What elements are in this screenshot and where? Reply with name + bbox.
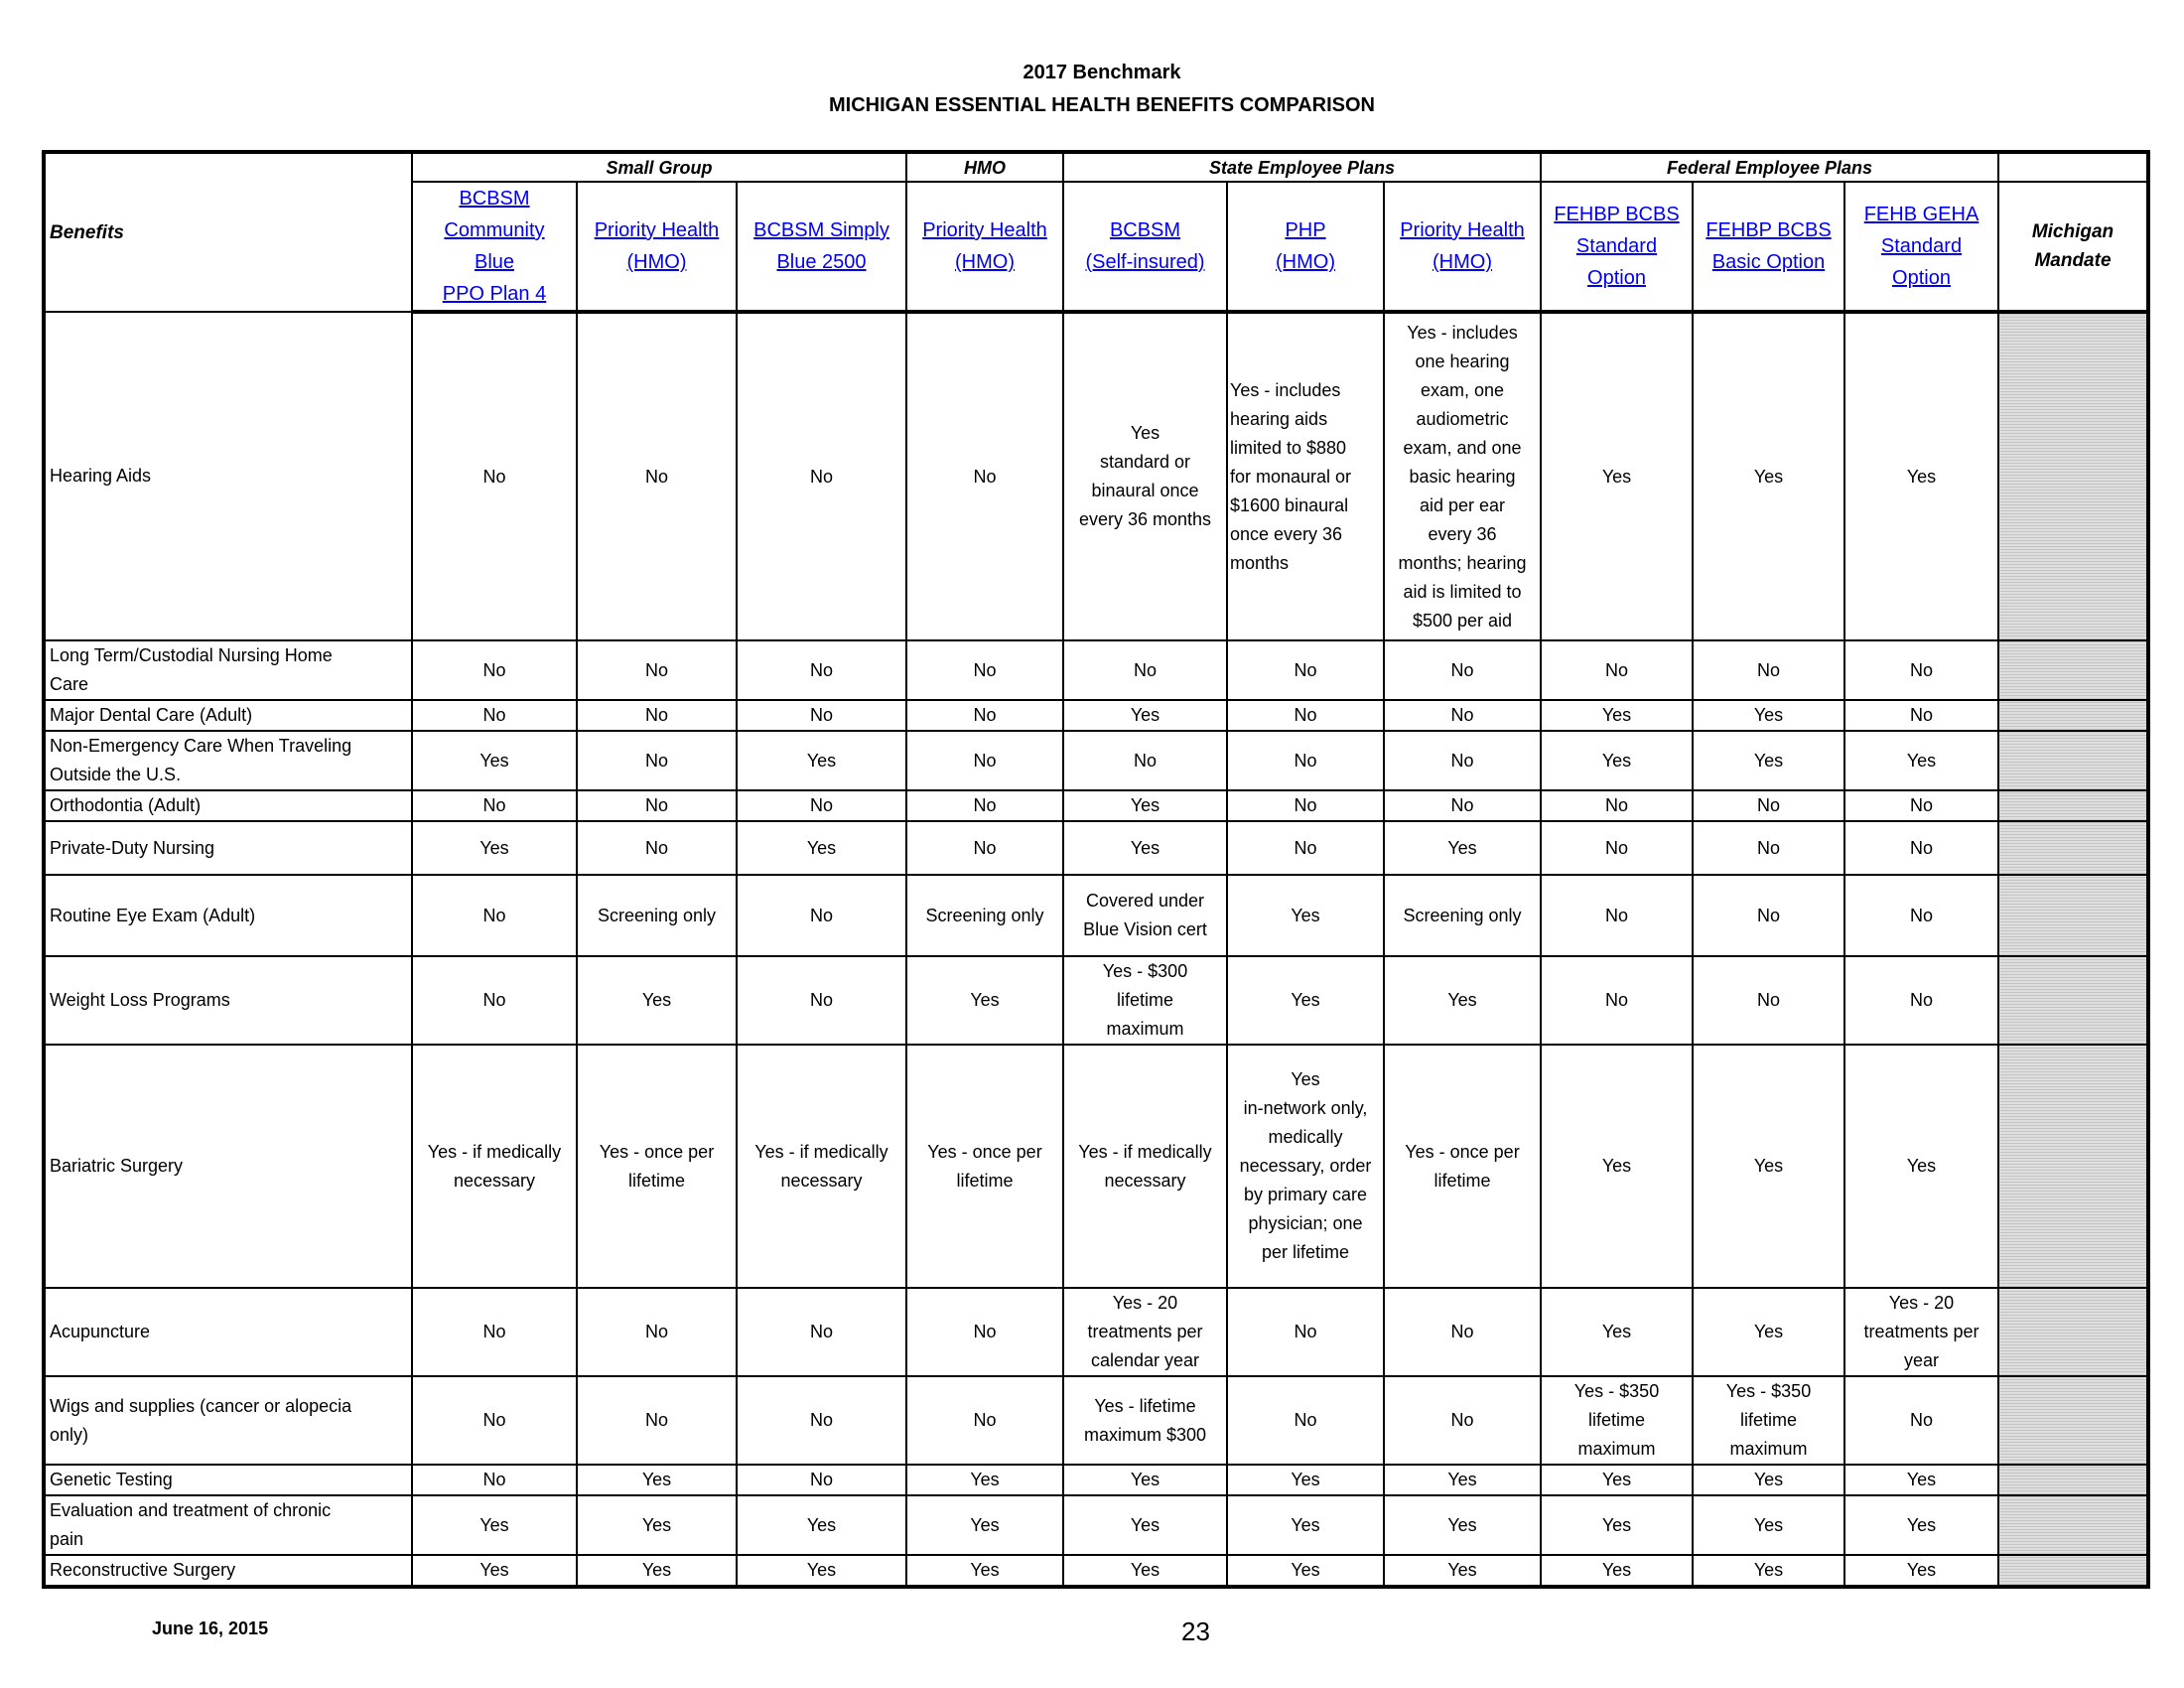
benefits-comparison-table	[42, 150, 2150, 1589]
coverage-cell: Yes	[1693, 1288, 1844, 1376]
coverage-cell: Yes	[1227, 1555, 1384, 1587]
benefit-name: Reconstructive Surgery	[44, 1555, 412, 1587]
michigan-mandate-cell	[1998, 1495, 2148, 1555]
coverage-cell: No	[1227, 731, 1384, 790]
coverage-cell: Yes - once per lifetime	[1384, 1045, 1541, 1288]
coverage-cell: No	[1384, 640, 1541, 700]
coverage-cell: No	[737, 640, 906, 700]
coverage-cell: Yes	[1693, 312, 1844, 640]
plan-header-cell	[1063, 182, 1227, 312]
table-row	[44, 731, 2148, 790]
coverage-cell: No	[906, 1288, 1063, 1376]
table-row	[44, 956, 2148, 1045]
coverage-cell: No	[906, 1376, 1063, 1465]
coverage-cell: Yes	[1541, 1045, 1693, 1288]
coverage-cell: Yes	[737, 731, 906, 790]
coverage-cell: Yes	[906, 1555, 1063, 1587]
coverage-cell: Yes	[412, 731, 577, 790]
coverage-cell: Yes	[906, 956, 1063, 1045]
coverage-cell: Yes	[1693, 1045, 1844, 1288]
coverage-cell: No	[412, 1376, 577, 1465]
coverage-cell: Yes	[1227, 875, 1384, 956]
coverage-cell: Yes	[412, 1555, 577, 1587]
coverage-cell: No	[906, 312, 1063, 640]
coverage-cell: Yes	[906, 1495, 1063, 1555]
coverage-cell: No	[737, 956, 906, 1045]
coverage-cell: No	[1063, 640, 1227, 700]
coverage-cell: No	[412, 700, 577, 731]
plan-link[interactable]: BCBSM Simply Blue 2500	[753, 219, 889, 273]
coverage-cell: No	[412, 790, 577, 821]
coverage-cell: No	[1693, 875, 1844, 956]
coverage-cell: Yes	[577, 1465, 737, 1495]
coverage-cell: Yes - $300 lifetime maximum	[1063, 956, 1227, 1045]
coverage-cell: No	[412, 312, 577, 640]
benefit-name: Non-Emergency Care When Traveling Outside the U.S.	[44, 731, 412, 790]
coverage-cell: No	[906, 640, 1063, 700]
document-title: 2017 Benchmark	[1023, 62, 1181, 83]
coverage-cell: No	[737, 312, 906, 640]
table-row	[44, 1555, 2148, 1587]
benefits-header: Benefits	[44, 152, 412, 312]
coverage-cell: Yes - $350 lifetime maximum	[1693, 1376, 1844, 1465]
coverage-cell: Yes - if medically necessary	[412, 1045, 577, 1288]
coverage-cell: No	[1541, 640, 1693, 700]
coverage-cell: Yes	[1844, 1555, 1998, 1587]
coverage-cell: No	[906, 790, 1063, 821]
plan-link[interactable]: Priority Health (HMO)	[922, 219, 1047, 273]
plan-link[interactable]: BCBSM Community Blue PPO Plan 4	[442, 188, 547, 305]
coverage-cell: Yes	[1384, 1495, 1541, 1555]
coverage-cell: No	[1227, 1288, 1384, 1376]
coverage-cell: No	[1541, 790, 1693, 821]
table-row	[44, 1288, 2148, 1376]
coverage-cell: No	[412, 875, 577, 956]
plan-link[interactable]: FEHBP BCBS Basic Option	[1706, 219, 1832, 273]
coverage-cell: No	[1693, 640, 1844, 700]
coverage-cell: No	[1693, 821, 1844, 875]
table-row	[44, 312, 2148, 640]
plan-header-cell	[1541, 182, 1693, 312]
plan-link[interactable]: Priority Health (HMO)	[594, 219, 720, 273]
coverage-cell: Yes	[1063, 790, 1227, 821]
coverage-cell: No	[737, 875, 906, 956]
coverage-cell: Yes	[1693, 700, 1844, 731]
michigan-mandate-cell	[1998, 956, 2148, 1045]
group-small-group: Small Group	[412, 152, 906, 182]
plan-header-cell	[906, 182, 1063, 312]
coverage-cell: No	[1844, 1376, 1998, 1465]
coverage-cell: No	[577, 790, 737, 821]
plan-link[interactable]: FEHB GEHA Standard Option	[1863, 204, 1979, 289]
coverage-cell: No	[577, 731, 737, 790]
coverage-cell: Yes	[1844, 1495, 1998, 1555]
coverage-cell: Covered under Blue Vision cert	[1063, 875, 1227, 956]
coverage-cell: Screening only	[577, 875, 737, 956]
plan-header-cell	[577, 182, 737, 312]
coverage-cell: Yes	[737, 821, 906, 875]
coverage-cell: No	[1384, 790, 1541, 821]
table-row	[44, 700, 2148, 731]
table-row	[44, 1495, 2148, 1555]
benefit-name: Orthodontia (Adult)	[44, 790, 412, 821]
group-empty	[1998, 152, 2148, 182]
coverage-cell: Yes	[1541, 312, 1693, 640]
plan-header-cell	[1384, 182, 1541, 312]
plan-header-cell	[1227, 182, 1384, 312]
group-header-row	[44, 152, 2148, 182]
coverage-cell: Yes - once per lifetime	[577, 1045, 737, 1288]
coverage-cell: Yes	[1063, 821, 1227, 875]
coverage-cell: No	[1227, 790, 1384, 821]
coverage-cell: Yes	[737, 1555, 906, 1587]
michigan-mandate-cell	[1998, 790, 2148, 821]
coverage-cell: Yes	[1844, 1465, 1998, 1495]
plan-link[interactable]: BCBSM (Self-insured)	[1085, 219, 1205, 273]
coverage-cell: Yes	[1384, 1555, 1541, 1587]
coverage-cell: Yes	[1227, 956, 1384, 1045]
table-row	[44, 1465, 2148, 1495]
coverage-cell: Yes - if medically necessary	[737, 1045, 906, 1288]
plan-header-cell	[412, 182, 577, 312]
coverage-cell: No	[577, 1376, 737, 1465]
plan-header-cell	[1693, 182, 1844, 312]
coverage-cell: No	[1844, 790, 1998, 821]
group-federal-employee-plans: Federal Employee Plans	[1541, 152, 1998, 182]
plan-header-cell	[737, 182, 906, 312]
plan-link[interactable]: PHP (HMO)	[1276, 219, 1335, 273]
coverage-cell: No	[1844, 700, 1998, 731]
coverage-cell: Yes	[906, 1465, 1063, 1495]
coverage-cell: No	[906, 731, 1063, 790]
benefit-name: Wigs and supplies (cancer or alopecia only)	[44, 1376, 412, 1465]
benefit-name: Evaluation and treatment of chronic pain	[44, 1495, 412, 1555]
coverage-cell: Yes	[577, 956, 737, 1045]
michigan-mandate-cell	[1998, 731, 2148, 790]
coverage-cell: Yes	[1541, 1555, 1693, 1587]
coverage-cell: Yes	[1693, 1465, 1844, 1495]
coverage-cell: Yes	[577, 1555, 737, 1587]
coverage-cell: No	[577, 640, 737, 700]
coverage-cell: No	[1227, 640, 1384, 700]
coverage-cell: No	[412, 1465, 577, 1495]
coverage-cell: Yes	[1227, 1465, 1384, 1495]
coverage-cell: No	[577, 312, 737, 640]
table-row	[44, 821, 2148, 875]
coverage-cell: No	[1693, 790, 1844, 821]
coverage-cell: Yes	[1063, 1555, 1227, 1587]
plan-link[interactable]: FEHBP BCBS Standard Option	[1554, 204, 1680, 289]
benefit-name: Routine Eye Exam (Adult)	[44, 875, 412, 956]
coverage-cell: Yes	[1541, 731, 1693, 790]
coverage-cell: Yes	[1693, 1555, 1844, 1587]
coverage-cell: Yes	[1541, 1495, 1693, 1555]
michigan-mandate-cell	[1998, 1376, 2148, 1465]
coverage-cell: No	[1844, 640, 1998, 700]
coverage-cell: No	[412, 956, 577, 1045]
coverage-cell: Yes	[1541, 700, 1693, 731]
coverage-cell: Yes	[737, 1495, 906, 1555]
coverage-cell: No	[737, 1376, 906, 1465]
coverage-cell: No	[412, 1288, 577, 1376]
coverage-cell: Yes	[1844, 1045, 1998, 1288]
coverage-cell: Yes	[1063, 700, 1227, 731]
coverage-cell: Yes	[1063, 1465, 1227, 1495]
coverage-cell: Yes	[1844, 731, 1998, 790]
group-state-employee-plans: State Employee Plans	[1063, 152, 1541, 182]
benefit-name: Private-Duty Nursing	[44, 821, 412, 875]
table-row	[44, 875, 2148, 956]
coverage-cell: No	[1541, 875, 1693, 956]
plan-header-cell	[1844, 182, 1998, 312]
coverage-cell: Yes	[1227, 1495, 1384, 1555]
coverage-cell: No	[1844, 956, 1998, 1045]
coverage-cell: Yes - 20 treatments per calendar year	[1063, 1288, 1227, 1376]
coverage-cell: No	[1693, 956, 1844, 1045]
table-row	[44, 1376, 2148, 1465]
table-row	[44, 640, 2148, 700]
coverage-cell: No	[1384, 731, 1541, 790]
benefit-name: Hearing Aids	[44, 312, 412, 640]
table-row	[44, 790, 2148, 821]
benefit-name: Long Term/Custodial Nursing Home Care	[44, 640, 412, 700]
michigan-mandate-header: Michigan Mandate	[1998, 182, 2148, 312]
michigan-mandate-cell	[1998, 1555, 2148, 1587]
coverage-cell: No	[577, 1288, 737, 1376]
coverage-cell: Yes - $350 lifetime maximum	[1541, 1376, 1693, 1465]
coverage-cell: No	[906, 700, 1063, 731]
coverage-cell: Yes - 20 treatments per year	[1844, 1288, 1998, 1376]
benefit-name: Genetic Testing	[44, 1465, 412, 1495]
coverage-cell: Yes	[1844, 312, 1998, 640]
coverage-cell: Yes	[1384, 1465, 1541, 1495]
coverage-cell: No	[1541, 956, 1693, 1045]
coverage-cell: Yes standard or binaural once every 36 months	[1063, 312, 1227, 640]
michigan-mandate-cell	[1998, 821, 2148, 875]
benefit-name: Major Dental Care (Adult)	[44, 700, 412, 731]
coverage-cell: No	[1844, 875, 1998, 956]
coverage-cell: Yes	[577, 1495, 737, 1555]
coverage-cell: Yes	[1063, 1495, 1227, 1555]
coverage-cell: Yes	[1384, 956, 1541, 1045]
coverage-cell: Yes	[1541, 1465, 1693, 1495]
coverage-cell: Yes in-network only, medically necessary, order by primary care physician; one per lifetime	[1227, 1045, 1384, 1288]
coverage-cell: Yes - once per lifetime	[906, 1045, 1063, 1288]
document-subtitle: MICHIGAN ESSENTIAL HEALTH BENEFITS COMPARISON	[828, 94, 1376, 116]
coverage-cell: No	[737, 700, 906, 731]
coverage-cell: Yes - includes hearing aids limited to $880 for monaural or $1600 binaural once every 36 months	[1227, 312, 1384, 640]
coverage-cell: Yes	[412, 1495, 577, 1555]
plan-link[interactable]: Priority Health (HMO)	[1400, 219, 1525, 273]
coverage-cell: Yes - lifetime maximum $300	[1063, 1376, 1227, 1465]
coverage-cell: Yes	[1384, 821, 1541, 875]
coverage-cell: No	[1227, 1376, 1384, 1465]
benefit-name: Weight Loss Programs	[44, 956, 412, 1045]
michigan-mandate-cell	[1998, 700, 2148, 731]
coverage-cell: No	[737, 1288, 906, 1376]
coverage-cell: Screening only	[1384, 875, 1541, 956]
michigan-mandate-cell	[1998, 875, 2148, 956]
coverage-cell: Yes - if medically necessary	[1063, 1045, 1227, 1288]
coverage-cell: No	[1063, 731, 1227, 790]
table-row	[44, 1045, 2148, 1288]
footer-date: June 16, 2015	[152, 1618, 269, 1638]
benefit-name: Acupuncture	[44, 1288, 412, 1376]
michigan-mandate-cell	[1998, 1045, 2148, 1288]
coverage-cell: No	[1541, 821, 1693, 875]
coverage-cell: No	[737, 1465, 906, 1495]
coverage-cell: Yes - includes one hearing exam, one audiometric exam, and one basic hearing aid per ear every 36 months; hearing aid is limited to $500 per aid	[1384, 312, 1541, 640]
michigan-mandate-cell	[1998, 312, 2148, 640]
coverage-cell: No	[1227, 821, 1384, 875]
michigan-mandate-cell	[1998, 1465, 2148, 1495]
coverage-cell: No	[577, 700, 737, 731]
coverage-cell: Yes	[1693, 731, 1844, 790]
michigan-mandate-cell	[1998, 640, 2148, 700]
coverage-cell: Yes	[412, 821, 577, 875]
coverage-cell: No	[1227, 700, 1384, 731]
coverage-cell: No	[1384, 1288, 1541, 1376]
michigan-mandate-cell	[1998, 1288, 2148, 1376]
coverage-cell: No	[1384, 700, 1541, 731]
page-number: 23	[1181, 1617, 1210, 1646]
coverage-cell: Yes	[1541, 1288, 1693, 1376]
group-hmo: HMO	[906, 152, 1063, 182]
coverage-cell: No	[737, 790, 906, 821]
coverage-cell: No	[906, 821, 1063, 875]
coverage-cell: No	[1844, 821, 1998, 875]
coverage-cell: No	[577, 821, 737, 875]
coverage-cell: Yes	[1693, 1495, 1844, 1555]
coverage-cell: No	[412, 640, 577, 700]
benefit-name: Bariatric Surgery	[44, 1045, 412, 1288]
coverage-cell: Screening only	[906, 875, 1063, 956]
coverage-cell: No	[1384, 1376, 1541, 1465]
